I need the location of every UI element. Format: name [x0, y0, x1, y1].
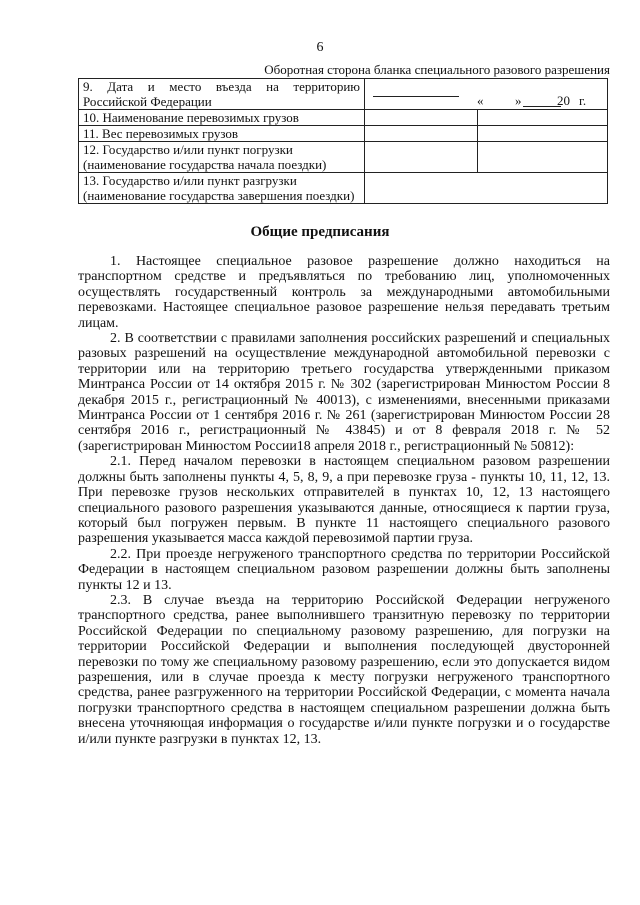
page-number: 6 — [316, 40, 324, 55]
paragraph-2-1: 2.1. Перед началом перевозки в настоящем специальном разовом разрешении должны быть заполнены пункты 4, 5, 8, 9, а при перевозке груза - пункты 10, 11, 12, 13. При перевозке грузов нескольких отправителей в пунктах 10, 12, 13 настоящего специального разового разрешения указываются данные, относящиеся к партии груза, который был погружен первым. В пункте 11 настоящего специального разового разрешения указывается масса каждой перевозимой партии груза. — [78, 454, 610, 547]
section-title: Общие предписания — [250, 224, 390, 240]
cargo-weight-field-2[interactable] — [478, 126, 608, 142]
row-label-line: 12. Государство и/или пункт погрузки — [83, 142, 293, 157]
row-label-loading-point — [79, 142, 365, 173]
month-blank-line — [523, 106, 561, 107]
form-caption: Оборотная сторона бланка специального разового разрешения — [264, 62, 610, 77]
entry-date-field[interactable] — [365, 79, 608, 110]
cargo-name-field-2[interactable] — [478, 110, 608, 126]
table-row — [79, 142, 608, 173]
paragraph-1: 1. Настоящее специальное разовое разрешение должно находиться на транспортном средстве и предъявляться по требованию лиц, уполномоченных осуществлять государственный контроль за международными автомобильными перевозками. Настоящее специальное разовое разрешение нельзя передавать третьим лицам. — [78, 254, 610, 331]
paragraph-2-2: 2.2. При проезде негруженого транспортного средства по территории Российской Федерации в настоящем специальном разовом разрешении должны быть заполнены пункты 12 и 13. — [78, 546, 610, 593]
table-row — [79, 79, 608, 110]
row-label-line: (наименование государства начала поездки) — [83, 157, 327, 172]
paragraph-2: 2. В соответствии с правилами заполнения российских разрешений и специальных разовых разрешений на осуществление международной автомобильной перевозки с территории или на территорию третьего государства утвержденными приказом Минтранса России от 14 октября 2015 г. № 302 (зарегистрирован Минюстом России 8 декабря 2015 г., регистрационный № 40013), с изменениями, внесенными приказами Минтранса России от 1 сентября 2016 г. № 261 (зарегистрирован Минюстом России 28 сентября 2016 г., регистрационный № 43845) и от 8 февраля 2018 г. № 52 (зарегистрирован Минюстом России18 апреля 2018 г., регистрационный № 50812): — [78, 331, 610, 454]
table-row — [79, 110, 608, 126]
row-label-cargo-weight: 11. Вес перевозимых грузов — [79, 126, 365, 142]
quote-close: » — [515, 93, 522, 108]
row-label-unloading-point — [79, 173, 365, 204]
row-label-line: 9. Дата и место въезда на территорию — [83, 79, 360, 94]
permit-form-table — [78, 78, 608, 204]
row-label-line: (наименование государства завершения поездки) — [83, 188, 355, 203]
quote-open: « — [477, 93, 484, 108]
year-suffix: г. — [579, 93, 587, 108]
cargo-name-field-1[interactable] — [365, 110, 478, 126]
place-blank-line — [373, 96, 459, 97]
table-row — [79, 126, 608, 142]
table-row — [79, 173, 608, 204]
row-label-entry-date — [79, 79, 365, 110]
year-prefix: 20 — [557, 93, 570, 108]
loading-point-field-1[interactable] — [365, 142, 478, 173]
general-provisions-text — [78, 254, 610, 747]
row-label-line: 13. Государство и/или пункт разгрузки — [83, 173, 297, 188]
paragraph-2-3: 2.3. В случае въезда на территорию Российской Федерации негруженого транспортного средства, ранее выполнившего транзитную перевозку по территории Российской Федерации по специальному разовому разрешению, для погрузки на территории Российской Федерации и выполнения последующей двусторонней перевозки по тому же специальному разовому разрешению, если это допускается видом разрешения, или в случае проезда к месту погрузки негруженого транспортного средства, ранее разгруженного на территории Российской Федерации, с момента начала погрузки транспортного средства в настоящем специальном разрешении должна быть внесена уточняющая информация о государстве и/или пункте погрузки и о государстве и/или пункте разгрузки в пунктах 12, 13. — [78, 592, 610, 747]
cargo-weight-field-1[interactable] — [365, 126, 478, 142]
row-label-cargo-name: 10. Наименование перевозимых грузов — [79, 110, 365, 126]
row-label-line: Российской Федерации — [83, 94, 212, 109]
unloading-point-field[interactable] — [365, 173, 608, 204]
loading-point-field-2[interactable] — [478, 142, 608, 173]
